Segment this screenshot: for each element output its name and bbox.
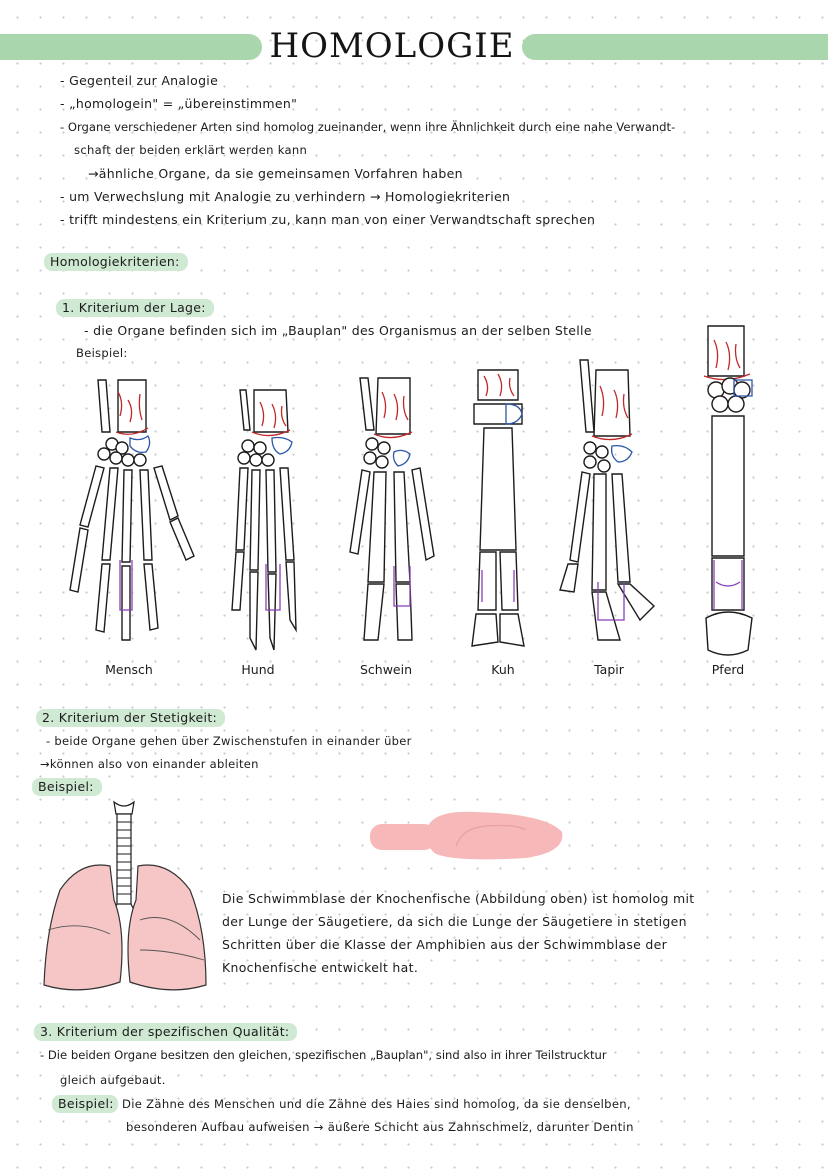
intro-line-5: →ähnliche Organe, da sie gemeinsamen Vorfahren haben (88, 166, 463, 181)
k2-desc-2: der Lunge der Säugetiere, da sich die Lunge der Säugetiere in stetigen (222, 914, 687, 929)
label-schwein: Schwein (359, 662, 413, 677)
k3-example-text-2: besonderen Aufbau aufweisen → äußere Schicht aus Zahnschmelz, darunter Dentin (126, 1120, 634, 1134)
k2-line-2: →können also von einander ableiten (40, 757, 259, 771)
horse-foot-skeleton (704, 326, 752, 655)
cow-foot-skeleton (472, 370, 524, 646)
limb-skeletons-figure (0, 320, 828, 660)
intro-line-6: - um Verwechslung mit Analogie zu verhindern → Homologiekriterien (60, 189, 511, 204)
criteria-heading (44, 254, 188, 269)
title-bar-left (0, 34, 262, 60)
label-tapir: Tapir (594, 662, 624, 677)
k3-example-label: Beispiel: (52, 1095, 118, 1113)
pig-foot-skeleton (350, 378, 434, 640)
intro-line-7: - trifft mindestens ein Kriterium zu, kann man von einer Verwandtschaft sprechen (60, 212, 596, 227)
k2-example (32, 779, 102, 794)
k2-desc-4: Knochenfische entwickelt hat. (222, 960, 419, 975)
k3-example-text-1: Die Zähne des Menschen und die Zähne des Haies sind homolog, da sie denselben, (122, 1097, 631, 1111)
intro-line-3: - Organe verschiedener Arten sind homolog zueinander, wenn ihre Ähnlichkeit durch eine nahe Verwandt- (60, 120, 676, 134)
swim-bladder-rear-chamber (427, 812, 562, 860)
k3-line-1: - Die beiden Organe besitzen den gleichen, spezifischen „Bauplan", sind also in ihrer Teilstrucktur (40, 1048, 607, 1062)
k2-heading-text: 2. Kriterium der Stetigkeit: (36, 709, 225, 727)
intro-line-1: - Gegenteil zur Analogie (60, 73, 219, 88)
k3-line-2: gleich aufgebaut. (60, 1073, 166, 1087)
intro-line-4: schaft der beiden erklärt werden kann (74, 143, 308, 157)
page-title: HOMOLOGIE (269, 26, 515, 66)
k2-desc-1: Die Schwimmblase der Knochenfische (Abbildung oben) ist homolog mit (222, 891, 695, 906)
k2-line-1: - beide Organe gehen über Zwischenstufen in einander über (46, 734, 412, 748)
k2-desc-3: Schritten über die Klasse der Amphibien aus der Schwimmblase der (222, 937, 668, 952)
k1-heading (56, 300, 214, 315)
human-hand-skeleton (70, 380, 194, 640)
label-mensch: Mensch (105, 662, 153, 677)
label-hund: Hund (241, 662, 275, 677)
label-kuh: Kuh (491, 662, 515, 677)
intro-line-2: - „homologein" = „übereinstimmen" (60, 96, 298, 111)
label-pferd: Pferd (711, 662, 745, 677)
swim-bladder-figure (366, 808, 570, 864)
tapir-foot-skeleton (560, 360, 654, 640)
dog-paw-skeleton (232, 390, 296, 650)
k3-example (52, 1096, 631, 1111)
k3-heading (34, 1024, 297, 1039)
k1-text: - die Organe befinden sich im „Bauplan" des Organismus an der selben Stelle (84, 323, 592, 338)
title-bar-right (522, 34, 828, 60)
k2-example-text: Beispiel: (32, 778, 102, 796)
right-lung (128, 865, 206, 990)
k1-heading-text: 1. Kriterium der Lage: (56, 299, 214, 317)
left-lung (44, 865, 122, 990)
criteria-heading-text: Homologiekriterien: (44, 253, 188, 271)
lungs-figure (40, 800, 220, 1005)
k3-heading-text: 3. Kriterium der spezifischen Qualität: (34, 1023, 297, 1041)
swim-bladder-front-chamber (370, 824, 436, 850)
k1-example-label: Beispiel: (76, 346, 128, 360)
k2-heading (36, 710, 225, 725)
